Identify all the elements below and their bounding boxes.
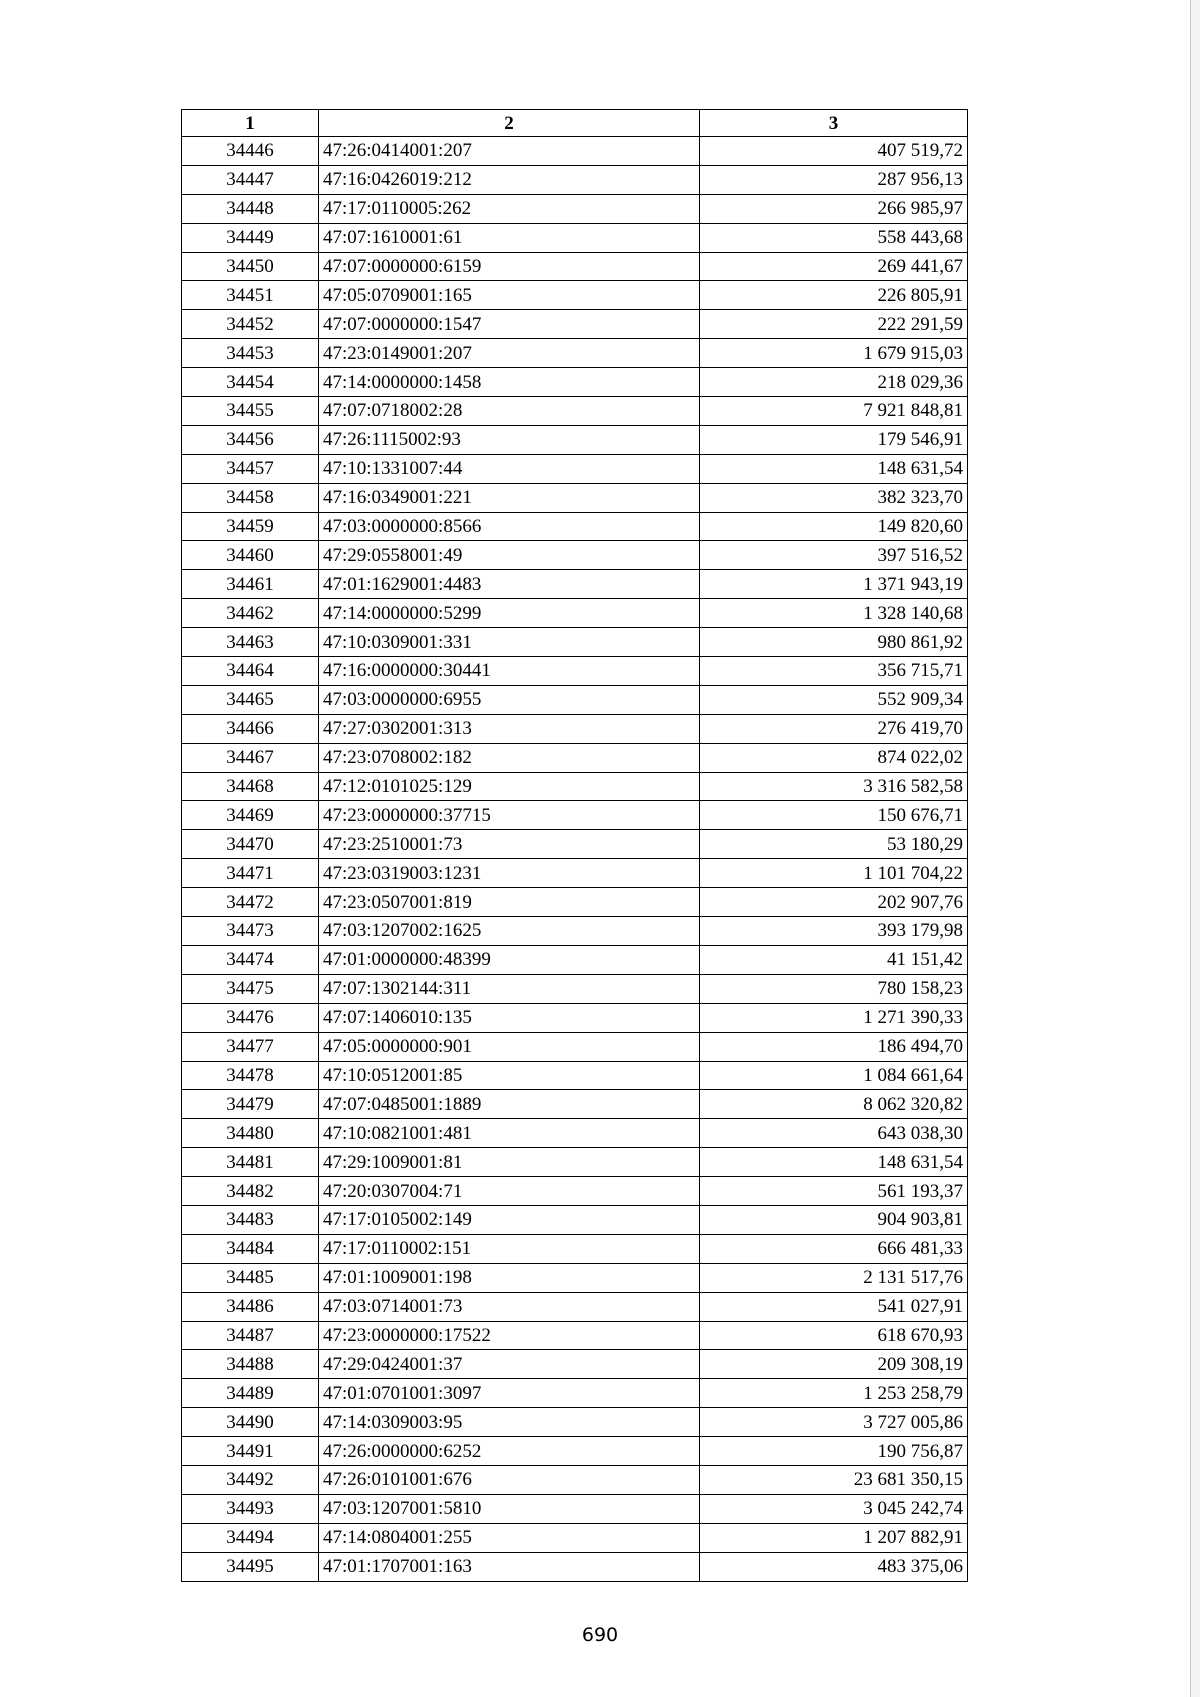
row-number-cell: 34447: [182, 165, 319, 194]
row-number-cell: 34475: [182, 974, 319, 1003]
cadastral-number-cell: 47:07:1610001:61: [319, 223, 700, 252]
table-row: [182, 1263, 968, 1292]
row-number-cell: 34455: [182, 397, 319, 426]
value-cell: 407 519,72: [700, 137, 968, 166]
cadastral-number-cell: 47:16:0000000:30441: [319, 657, 700, 686]
row-number-cell: 34486: [182, 1292, 319, 1321]
row-number-cell: 34492: [182, 1465, 319, 1494]
cadastral-number-cell: 47:01:1707001:163: [319, 1552, 700, 1581]
table-row: [182, 772, 968, 801]
table-row: [182, 541, 968, 570]
table-row: [182, 1379, 968, 1408]
value-cell: 287 956,13: [700, 165, 968, 194]
value-cell: 3 316 582,58: [700, 772, 968, 801]
column-header-2: 2: [319, 110, 700, 137]
cadastral-number-cell: 47:26:1115002:93: [319, 425, 700, 454]
value-cell: 483 375,06: [700, 1552, 968, 1581]
row-number-cell: 34473: [182, 917, 319, 946]
cadastral-number-cell: 47:26:0000000:6252: [319, 1437, 700, 1466]
row-number-cell: 34467: [182, 743, 319, 772]
table-row: [182, 397, 968, 426]
table-row: [182, 1148, 968, 1177]
row-number-cell: 34474: [182, 945, 319, 974]
cadastral-number-cell: 47:07:0718002:28: [319, 397, 700, 426]
cadastral-number-cell: 47:07:0000000:1547: [319, 310, 700, 339]
value-cell: 904 903,81: [700, 1205, 968, 1234]
cadastral-number-cell: 47:17:0105002:149: [319, 1205, 700, 1234]
cadastral-number-cell: 47:23:0000000:37715: [319, 801, 700, 830]
row-number-cell: 34472: [182, 888, 319, 917]
cadastral-number-cell: 47:01:0701001:3097: [319, 1379, 700, 1408]
row-number-cell: 34489: [182, 1379, 319, 1408]
row-number-cell: 34449: [182, 223, 319, 252]
value-cell: 218 029,36: [700, 368, 968, 397]
cadastral-number-cell: 47:17:0110002:151: [319, 1234, 700, 1263]
cadastral-number-cell: 47:03:0000000:6955: [319, 685, 700, 714]
value-cell: 558 443,68: [700, 223, 968, 252]
table-row: [182, 194, 968, 223]
row-number-cell: 34458: [182, 483, 319, 512]
value-cell: 552 909,34: [700, 685, 968, 714]
table-row: [182, 1177, 968, 1206]
value-cell: 149 820,60: [700, 512, 968, 541]
table-body: [182, 137, 968, 1582]
value-cell: 53 180,29: [700, 830, 968, 859]
cadastral-number-cell: 47:03:0714001:73: [319, 1292, 700, 1321]
table-row: [182, 917, 968, 946]
row-number-cell: 34452: [182, 310, 319, 339]
value-cell: 1 679 915,03: [700, 339, 968, 368]
cadastral-number-cell: 47:20:0307004:71: [319, 1177, 700, 1206]
table-row: [182, 281, 968, 310]
page-edge: [1190, 0, 1200, 1697]
cadastral-number-cell: 47:23:0000000:17522: [319, 1321, 700, 1350]
row-number-cell: 34468: [182, 772, 319, 801]
table-row: [182, 599, 968, 628]
value-cell: 226 805,91: [700, 281, 968, 310]
row-number-cell: 34481: [182, 1148, 319, 1177]
table-row: [182, 1032, 968, 1061]
value-cell: 276 419,70: [700, 714, 968, 743]
table-row: [182, 223, 968, 252]
row-number-cell: 34494: [182, 1523, 319, 1552]
row-number-cell: 34466: [182, 714, 319, 743]
cadastral-number-cell: 47:16:0426019:212: [319, 165, 700, 194]
cadastral-number-cell: 47:10:0309001:331: [319, 628, 700, 657]
cadastral-number-cell: 47:10:0821001:481: [319, 1119, 700, 1148]
table-row: [182, 1321, 968, 1350]
row-number-cell: 34479: [182, 1090, 319, 1119]
value-cell: 874 022,02: [700, 743, 968, 772]
value-cell: 148 631,54: [700, 1148, 968, 1177]
cadastral-number-cell: 47:23:0319003:1231: [319, 859, 700, 888]
table-row: [182, 1552, 968, 1581]
cadastral-number-cell: 47:07:1406010:135: [319, 1003, 700, 1032]
cadastral-number-cell: 47:14:0000000:1458: [319, 368, 700, 397]
column-header-3: 3: [700, 110, 968, 137]
table-row: [182, 252, 968, 281]
cadastral-number-cell: 47:29:1009001:81: [319, 1148, 700, 1177]
row-number-cell: 34454: [182, 368, 319, 397]
row-number-cell: 34493: [182, 1494, 319, 1523]
row-number-cell: 34491: [182, 1437, 319, 1466]
value-cell: 980 861,92: [700, 628, 968, 657]
value-cell: 1 328 140,68: [700, 599, 968, 628]
value-cell: 1 253 258,79: [700, 1379, 968, 1408]
table-row: [182, 137, 968, 166]
row-number-cell: 34488: [182, 1350, 319, 1379]
table-row: [182, 1523, 968, 1552]
table-row: [182, 512, 968, 541]
table-row: [182, 1465, 968, 1494]
table-row: [182, 165, 968, 194]
row-number-cell: 34460: [182, 541, 319, 570]
row-number-cell: 34483: [182, 1205, 319, 1234]
table-row: [182, 974, 968, 1003]
row-number-cell: 34485: [182, 1263, 319, 1292]
row-number-cell: 34459: [182, 512, 319, 541]
row-number-cell: 34482: [182, 1177, 319, 1206]
cadastral-number-cell: 47:14:0804001:255: [319, 1523, 700, 1552]
value-cell: 222 291,59: [700, 310, 968, 339]
table-row: [182, 339, 968, 368]
table-row: [182, 1119, 968, 1148]
cadastral-number-cell: 47:26:0414001:207: [319, 137, 700, 166]
cadastral-number-cell: 47:29:0424001:37: [319, 1350, 700, 1379]
value-cell: 356 715,71: [700, 657, 968, 686]
row-number-cell: 34471: [182, 859, 319, 888]
row-number-cell: 34469: [182, 801, 319, 830]
value-cell: 148 631,54: [700, 454, 968, 483]
value-cell: 186 494,70: [700, 1032, 968, 1061]
row-number-cell: 34446: [182, 137, 319, 166]
cadastral-number-cell: 47:01:0000000:48399: [319, 945, 700, 974]
table-row: [182, 1494, 968, 1523]
table-row: [182, 685, 968, 714]
value-cell: 382 323,70: [700, 483, 968, 512]
table-row: [182, 1437, 968, 1466]
row-number-cell: 34477: [182, 1032, 319, 1061]
table-row: [182, 801, 968, 830]
value-cell: 8 062 320,82: [700, 1090, 968, 1119]
cadastral-number-cell: 47:05:0709001:165: [319, 281, 700, 310]
value-cell: 3 727 005,86: [700, 1408, 968, 1437]
cadastral-number-cell: 47:03:0000000:8566: [319, 512, 700, 541]
value-cell: 269 441,67: [700, 252, 968, 281]
table-row: [182, 368, 968, 397]
table-row: [182, 570, 968, 599]
value-cell: 179 546,91: [700, 425, 968, 454]
data-table: [181, 109, 968, 1582]
row-number-cell: 34451: [182, 281, 319, 310]
value-cell: 41 151,42: [700, 945, 968, 974]
cadastral-number-cell: 47:07:0000000:6159: [319, 252, 700, 281]
table-row: [182, 1234, 968, 1263]
row-number-cell: 34450: [182, 252, 319, 281]
table-row: [182, 859, 968, 888]
value-cell: 7 921 848,81: [700, 397, 968, 426]
row-number-cell: 34461: [182, 570, 319, 599]
cadastral-number-cell: 47:23:0149001:207: [319, 339, 700, 368]
table-row: [182, 1292, 968, 1321]
table-row: [182, 310, 968, 339]
row-number-cell: 34478: [182, 1061, 319, 1090]
table-row: [182, 1090, 968, 1119]
value-cell: 1 371 943,19: [700, 570, 968, 599]
header-row: [182, 110, 968, 137]
cadastral-number-cell: 47:03:1207002:1625: [319, 917, 700, 946]
table-row: [182, 888, 968, 917]
cadastral-number-cell: 47:10:1331007:44: [319, 454, 700, 483]
row-number-cell: 34464: [182, 657, 319, 686]
row-number-cell: 34465: [182, 685, 319, 714]
value-cell: 780 158,23: [700, 974, 968, 1003]
cadastral-number-cell: 47:14:0309003:95: [319, 1408, 700, 1437]
table-row: [182, 830, 968, 859]
cadastral-number-cell: 47:01:1629001:4483: [319, 570, 700, 599]
value-cell: 266 985,97: [700, 194, 968, 223]
value-cell: 393 179,98: [700, 917, 968, 946]
cadastral-number-cell: 47:07:0485001:1889: [319, 1090, 700, 1119]
table-row: [182, 743, 968, 772]
table-row: [182, 483, 968, 512]
page-number: 690: [581, 1624, 619, 1646]
value-cell: 1 207 882,91: [700, 1523, 968, 1552]
value-cell: 397 516,52: [700, 541, 968, 570]
table-row: [182, 714, 968, 743]
table-row: [182, 1350, 968, 1379]
table-header: [182, 110, 968, 137]
value-cell: 1 271 390,33: [700, 1003, 968, 1032]
value-cell: 190 756,87: [700, 1437, 968, 1466]
table-row: [182, 945, 968, 974]
cadastral-number-cell: 47:03:1207001:5810: [319, 1494, 700, 1523]
table-row: [182, 1061, 968, 1090]
table-row: [182, 1205, 968, 1234]
cadastral-number-cell: 47:10:0512001:85: [319, 1061, 700, 1090]
row-number-cell: 34463: [182, 628, 319, 657]
row-number-cell: 34462: [182, 599, 319, 628]
cadastral-number-cell: 47:12:0101025:129: [319, 772, 700, 801]
table-row: [182, 1408, 968, 1437]
value-cell: 1 084 661,64: [700, 1061, 968, 1090]
value-cell: 209 308,19: [700, 1350, 968, 1379]
row-number-cell: 34495: [182, 1552, 319, 1581]
table-row: [182, 1003, 968, 1032]
cadastral-number-cell: 47:05:0000000:901: [319, 1032, 700, 1061]
row-number-cell: 34470: [182, 830, 319, 859]
value-cell: 561 193,37: [700, 1177, 968, 1206]
value-cell: 1 101 704,22: [700, 859, 968, 888]
value-cell: 643 038,30: [700, 1119, 968, 1148]
row-number-cell: 34457: [182, 454, 319, 483]
value-cell: 2 131 517,76: [700, 1263, 968, 1292]
cadastral-number-cell: 47:07:1302144:311: [319, 974, 700, 1003]
value-cell: 150 676,71: [700, 801, 968, 830]
row-number-cell: 34456: [182, 425, 319, 454]
cadastral-number-cell: 47:01:1009001:198: [319, 1263, 700, 1292]
table-row: [182, 425, 968, 454]
value-cell: 23 681 350,15: [700, 1465, 968, 1494]
value-cell: 202 907,76: [700, 888, 968, 917]
column-header-1: 1: [182, 110, 319, 137]
table-row: [182, 454, 968, 483]
row-number-cell: 34484: [182, 1234, 319, 1263]
value-cell: 3 045 242,74: [700, 1494, 968, 1523]
cadastral-number-cell: 47:16:0349001:221: [319, 483, 700, 512]
value-cell: 666 481,33: [700, 1234, 968, 1263]
row-number-cell: 34448: [182, 194, 319, 223]
row-number-cell: 34453: [182, 339, 319, 368]
cadastral-number-cell: 47:23:2510001:73: [319, 830, 700, 859]
row-number-cell: 34487: [182, 1321, 319, 1350]
value-cell: 541 027,91: [700, 1292, 968, 1321]
cadastral-number-cell: 47:23:0507001:819: [319, 888, 700, 917]
row-number-cell: 34476: [182, 1003, 319, 1032]
cadastral-number-cell: 47:27:0302001:313: [319, 714, 700, 743]
cadastral-number-cell: 47:14:0000000:5299: [319, 599, 700, 628]
row-number-cell: 34490: [182, 1408, 319, 1437]
row-number-cell: 34480: [182, 1119, 319, 1148]
value-cell: 618 670,93: [700, 1321, 968, 1350]
table-row: [182, 628, 968, 657]
cadastral-number-cell: 47:17:0110005:262: [319, 194, 700, 223]
cadastral-number-cell: 47:29:0558001:49: [319, 541, 700, 570]
table-row: [182, 657, 968, 686]
cadastral-number-cell: 47:26:0101001:676: [319, 1465, 700, 1494]
cadastral-number-cell: 47:23:0708002:182: [319, 743, 700, 772]
